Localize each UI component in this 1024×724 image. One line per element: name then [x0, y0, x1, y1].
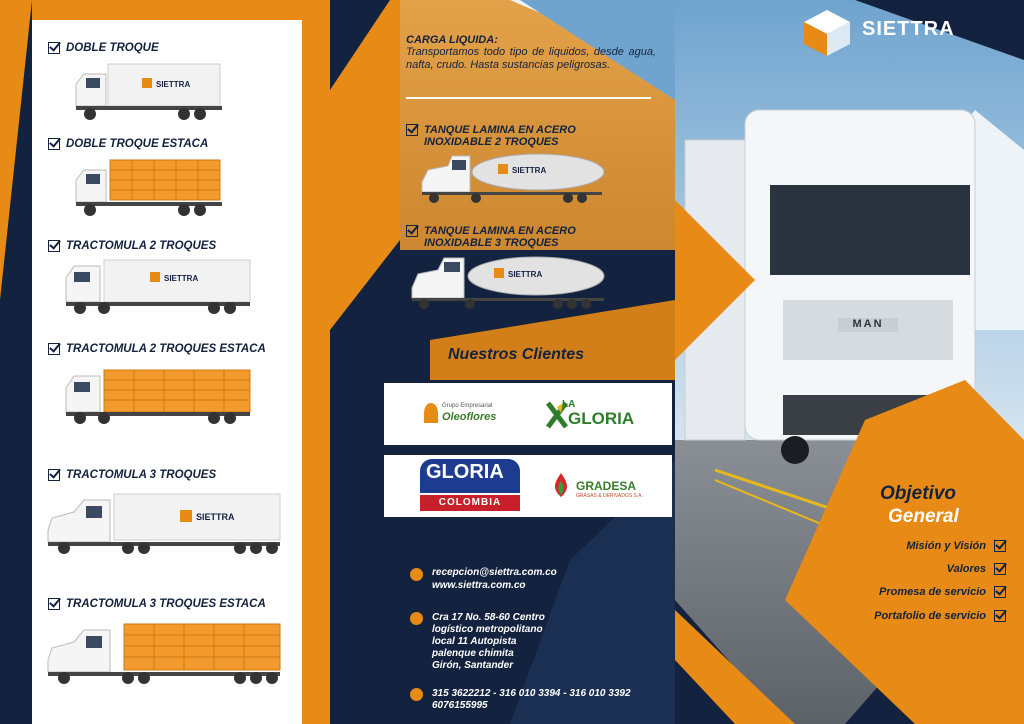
checkbox-icon: [48, 343, 60, 355]
contact-address: Cra 17 No. 58-60 Centro logístico metropolitano local 11 Autopista palenque chimita Girón, Santander: [432, 612, 545, 671]
checkbox-icon: [48, 598, 60, 610]
menu-mision-vision[interactable]: Misión y Visión: [906, 540, 1006, 552]
gloria-logo: GLORIA: [426, 461, 504, 483]
checkbox-icon: [994, 540, 1006, 552]
truck-title-doble-troque-estaca: DOBLE TROQUE ESTACA: [48, 138, 208, 150]
truck-image-box-trailer-3: [44, 490, 284, 558]
truck-title-tractomula-3: TRACTOMULA 3 TROQUES: [48, 469, 216, 481]
truck-image-stake-trailer-3: [44, 620, 284, 688]
truck-title-tractomula-2: TRACTOMULA 2 TROQUES: [48, 240, 216, 252]
la-gloria-logo-la: LA: [562, 399, 576, 410]
contact-phone-2: 6076155995: [432, 700, 488, 711]
truck-title-tractomula-2-estaca: TRACTOMULA 2 TROQUES ESTACA: [48, 343, 266, 355]
checkbox-icon: [994, 586, 1006, 598]
checkbox-icon: [48, 469, 60, 481]
orange-corner: [0, 0, 32, 300]
tank-title-2: TANQUE LAMINA EN ACERO INOXIDABLE 2 TROQUES: [406, 124, 576, 148]
cube-icon: [800, 8, 854, 58]
contact-phones: 315 3622212 - 316 010 3394 - 316 010 3392: [432, 688, 631, 699]
checkbox-icon: [406, 124, 418, 136]
tank-truck-3: [408, 252, 608, 312]
truck-title-tractomula-3-estaca: TRACTOMULA 3 TROQUES ESTACA: [48, 598, 266, 610]
svg-text:SIETTRA: SIETTRA: [164, 274, 199, 283]
menu-valores[interactable]: Valores: [947, 563, 1006, 575]
gloria-colombia-band: COLOMBIA: [420, 495, 520, 511]
svg-text:SIETTRA: SIETTRA: [512, 166, 547, 175]
brand-logo-text: SIETTRA: [862, 18, 955, 40]
truck-badge: MAN: [838, 318, 898, 332]
truck-image-stake-trailer: [64, 366, 254, 428]
svg-text:SIETTRA: SIETTRA: [508, 270, 543, 279]
contact-email[interactable]: recepcion@siettra.com.co: [432, 567, 557, 578]
checkbox-icon: [48, 240, 60, 252]
contact-website[interactable]: www.siettra.com.co: [432, 580, 526, 591]
svg-text:SIETTRA: SIETTRA: [196, 512, 235, 522]
checkbox-icon: [48, 138, 60, 150]
truck-title-doble-troque: DOBLE TROQUE: [48, 42, 159, 54]
gradesa-subtitle: GRASAS & DERIVADOS S.A.: [576, 493, 643, 499]
oleoflores-leaf-icon: [424, 403, 438, 423]
email-icon: [410, 568, 423, 581]
oleoflores-logo: Oleoflores: [442, 411, 497, 423]
objective-subtitle: General: [888, 506, 959, 527]
oleoflores-group-label: Grupo Empresarial: [442, 403, 493, 409]
la-gloria-logo: GLORIA: [568, 409, 635, 428]
gradesa-drop-icon: [550, 471, 572, 499]
truck-image-box: [72, 60, 232, 124]
checkbox-icon: [994, 610, 1006, 622]
menu-promesa[interactable]: Promesa de servicio: [879, 586, 1006, 598]
clients-row-2: [384, 455, 672, 517]
clients-row-1: [384, 383, 672, 445]
divider: [406, 97, 651, 99]
phone-icon: [410, 688, 423, 701]
checkbox-icon: [48, 42, 60, 54]
checkbox-icon: [994, 563, 1006, 575]
clients-title: Nuestros Clientes: [448, 346, 585, 363]
truck-image-box-trailer: [64, 256, 254, 318]
tank-truck-2: [418, 150, 608, 206]
tank-title-3: TANQUE LAMINA EN ACERO INOXIDABLE 3 TROQUES: [406, 225, 576, 249]
carga-liquida-title: CARGA LIQUIDA:: [406, 34, 498, 46]
svg-text:SIETTRA: SIETTRA: [156, 80, 191, 89]
gradesa-logo: GRADESA: [576, 479, 637, 493]
carga-liquida-text: Transportamos todo tipo de liquidos, desde agua, nafta, crudo. Hasta sustancias peligrosas.: [406, 46, 656, 71]
truck-image-stake: [72, 156, 232, 220]
objective-title: Objetivo: [880, 483, 957, 504]
checkbox-icon: [406, 225, 418, 237]
menu-portafolio[interactable]: Portafolio de servicio: [874, 610, 1006, 622]
home-icon: [410, 612, 423, 625]
